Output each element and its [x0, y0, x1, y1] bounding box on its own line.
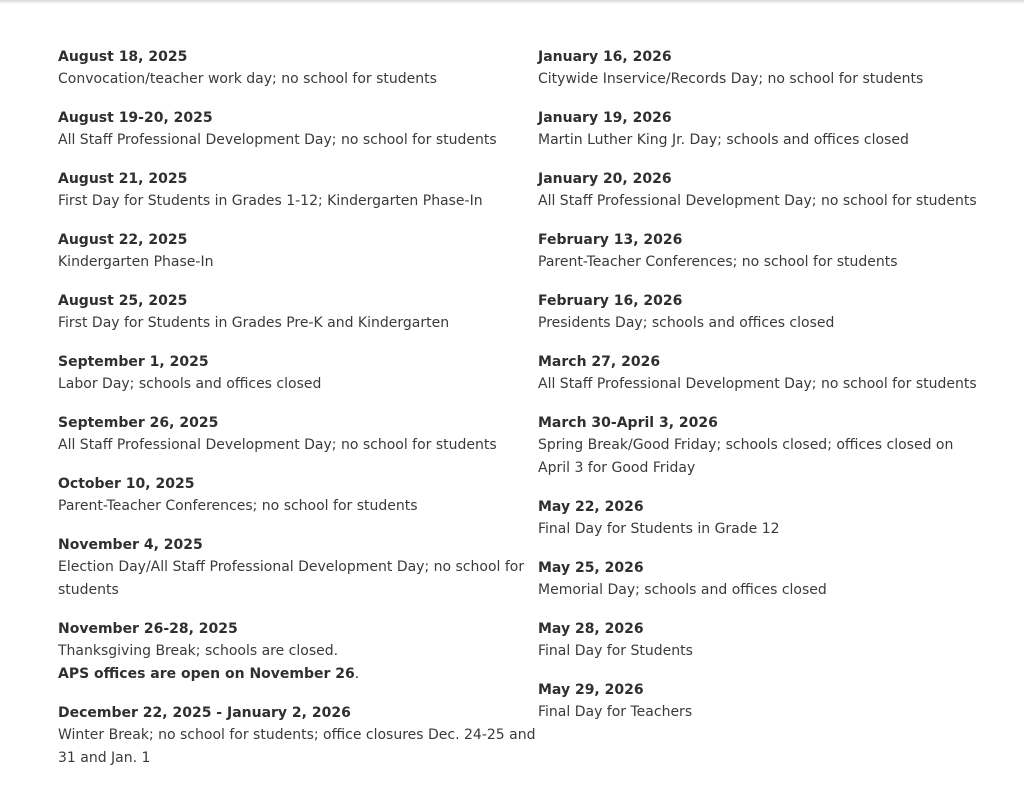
entry-date: May 29, 2026 — [538, 682, 644, 698]
entry-date: September 26, 2025 — [58, 415, 219, 431]
entry-date: May 28, 2026 — [538, 621, 644, 637]
calendar-entry — [58, 412, 538, 457]
entry-date: May 22, 2026 — [538, 499, 644, 515]
office-open-note: APS offices are open on November 26 — [58, 666, 355, 682]
entry-date: October 10, 2025 — [58, 476, 195, 492]
calendar-entry — [58, 46, 538, 91]
entry-description: Winter Break; no school for students; office closures Dec. 24-25 and 31 and Jan. 1 — [58, 727, 536, 766]
entry-date: May 25, 2026 — [538, 560, 644, 576]
calendar-entry — [58, 229, 538, 274]
calendar-entry — [58, 473, 538, 518]
entry-description: All Staff Professional Development Day; no school for students — [538, 376, 977, 392]
calendar-entry — [58, 168, 538, 213]
entry-description: Final Day for Students — [538, 643, 693, 659]
entry-date: August 19-20, 2025 — [58, 110, 213, 126]
calendar-columns — [58, 46, 1008, 786]
calendar-entry — [538, 46, 988, 91]
entry-description: Martin Luther King Jr. Day; schools and offices closed — [538, 132, 909, 148]
entry-description: Convocation/teacher work day; no school for students — [58, 71, 437, 87]
entry-date: November 26-28, 2025 — [58, 621, 238, 637]
calendar-entry — [58, 290, 538, 335]
entry-description: Citywide Inservice/Records Day; no school for students — [538, 71, 924, 87]
entry-date: January 20, 2026 — [538, 171, 672, 187]
calendar-entry — [58, 107, 538, 152]
entry-description: All Staff Professional Development Day; no school for students — [58, 437, 497, 453]
entry-date: August 22, 2025 — [58, 232, 188, 248]
entry-description: Thanksgiving Break; schools are closed. — [58, 643, 339, 659]
entry-description: Election Day/All Staff Professional Development Day; no school for students — [58, 559, 525, 598]
entry-description: Labor Day; schools and offices closed — [58, 376, 322, 392]
entry-date: March 30-April 3, 2026 — [538, 415, 718, 431]
entry-description: Parent-Teacher Conferences; no school for students — [58, 498, 418, 514]
right-column — [538, 46, 988, 786]
entry-description: First Day for Students in Grades 1-12; Kindergarten Phase-In — [58, 193, 483, 209]
entry-date: August 18, 2025 — [58, 49, 188, 65]
entry-date: March 27, 2026 — [538, 354, 661, 370]
calendar-entry — [538, 496, 988, 541]
calendar-entry — [538, 290, 988, 335]
entry-date: February 16, 2026 — [538, 293, 683, 309]
entry-description: All Staff Professional Development Day; no school for students — [58, 132, 497, 148]
entry-date: February 13, 2026 — [538, 232, 683, 248]
top-divider — [0, 0, 1024, 4]
calendar-entry — [538, 351, 988, 396]
calendar-entry — [58, 351, 538, 396]
entry-description: Parent-Teacher Conferences; no school for students — [538, 254, 898, 270]
entry-date: January 19, 2026 — [538, 110, 672, 126]
calendar-entry — [538, 557, 988, 602]
calendar-entry — [538, 107, 988, 152]
entry-date: August 21, 2025 — [58, 171, 188, 187]
left-column — [58, 46, 538, 786]
entry-description: Memorial Day; schools and offices closed — [538, 582, 827, 598]
calendar-entry — [58, 618, 538, 686]
calendar-entry — [538, 168, 988, 213]
entry-description: Kindergarten Phase-In — [58, 254, 214, 270]
calendar-entry — [538, 412, 988, 480]
entry-description: Final Day for Teachers — [538, 704, 693, 720]
entry-date: November 4, 2025 — [58, 537, 203, 553]
entry-date: December 22, 2025 - January 2, 2026 — [58, 705, 351, 721]
calendar-entry — [538, 618, 988, 663]
entry-note — [58, 663, 538, 686]
entry-date: January 16, 2026 — [538, 49, 672, 65]
calendar-entry — [538, 229, 988, 274]
calendar-entry — [58, 534, 538, 602]
calendar-entry — [58, 702, 538, 770]
entry-description: First Day for Students in Grades Pre-K and Kindergarten — [58, 315, 450, 331]
note-period: . — [354, 666, 360, 682]
entry-description: Presidents Day; schools and offices closed — [538, 315, 835, 331]
calendar-entry — [538, 679, 988, 724]
entry-description: All Staff Professional Development Day; no school for students — [538, 193, 977, 209]
entry-description: Final Day for Students in Grade 12 — [538, 521, 780, 537]
entry-description: Spring Break/Good Friday; schools closed; offices closed on April 3 for Good Friday — [538, 437, 954, 476]
entry-date: September 1, 2025 — [58, 354, 209, 370]
entry-date: August 25, 2025 — [58, 293, 188, 309]
